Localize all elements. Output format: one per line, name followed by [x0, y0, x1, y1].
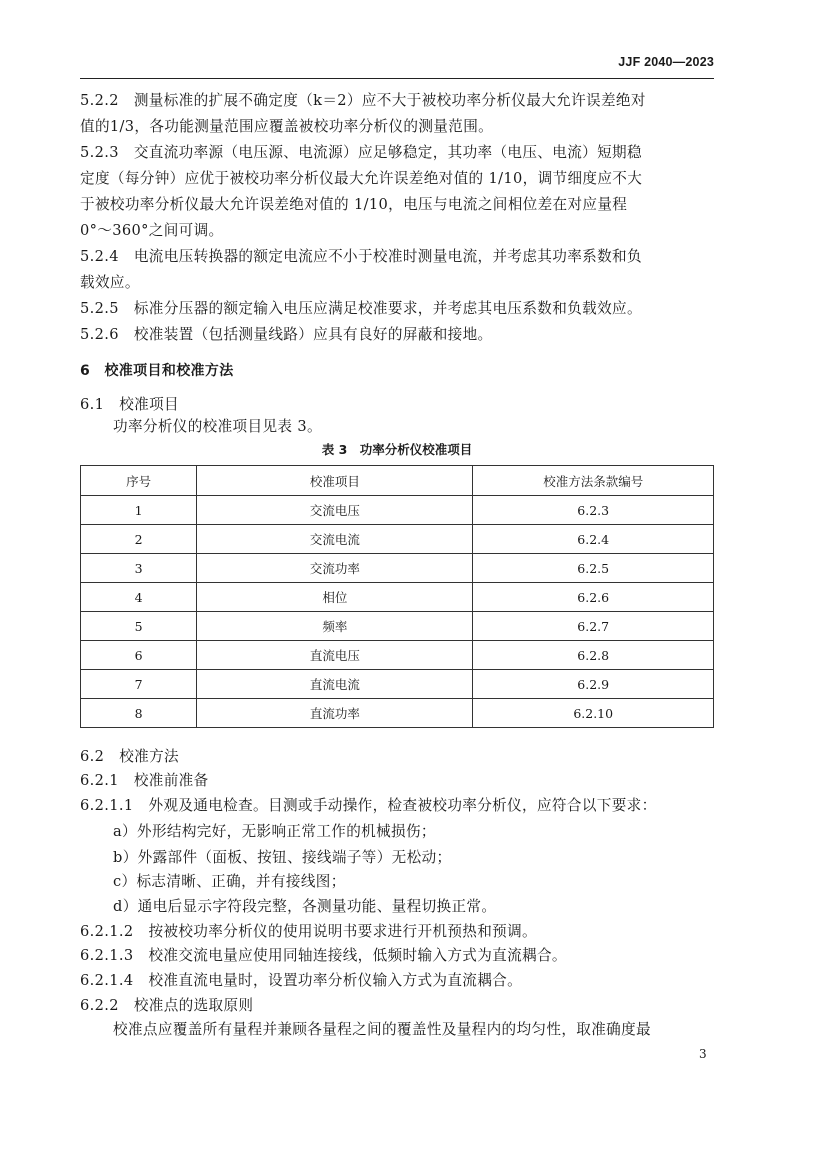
- cell-clause: 6.2.4: [473, 525, 714, 554]
- cell-seq: 2: [81, 525, 197, 554]
- cell-seq: 7: [81, 670, 197, 699]
- clause-5-2-3-line4: 0°～360°之间可调。: [80, 222, 224, 239]
- table-row: [81, 554, 714, 583]
- header-clause: 校准方法条款编号: [473, 466, 714, 496]
- list-item-a: a）外形结构完好，无影响正常工作的机械损伤；: [113, 823, 436, 840]
- table-row: [81, 670, 714, 699]
- clause-6-2-1-3: 6.2.1.3 校准交流电量应使用同轴连接线，低频时输入方式为直流耦合。: [80, 947, 567, 964]
- header-item: 校准项目: [197, 466, 473, 496]
- cell-seq: 8: [81, 699, 197, 728]
- table-row: [81, 525, 714, 554]
- cell-item: 频率: [197, 612, 473, 641]
- section-6-heading: 6 校准项目和校准方法: [80, 363, 234, 379]
- clause-6-2-1-2: 6.2.1.2 按被校功率分析仪的使用说明书要求进行开机预热和预调。: [80, 923, 537, 940]
- calibration-items-table: [80, 465, 714, 728]
- cell-clause: 6.2.7: [473, 612, 714, 641]
- section-6-2-2-text: 校准点应覆盖所有量程并兼顾各量程之间的覆盖性及量程内的均匀性，取准确度最: [113, 1021, 651, 1038]
- cell-clause: 6.2.9: [473, 670, 714, 699]
- table-row: [81, 612, 714, 641]
- table-row: [81, 641, 714, 670]
- table-header-row: [81, 466, 714, 496]
- clause-5-2-3-line1: 5.2.3 交直流功率源（电压源、电流源）应足够稳定，其功率（电压、电流）短期稳: [80, 144, 642, 161]
- table-row: [81, 699, 714, 728]
- section-6-2-1-heading: 6.2.1 校准前准备: [80, 772, 209, 789]
- clause-5-2-3-line3: 于被校功率分析仪最大允许误差绝对值的 1/10，电压与电流之间相位差在对应量程: [80, 196, 628, 213]
- cell-item: 交流功率: [197, 554, 473, 583]
- table-row: [81, 496, 714, 525]
- cell-item: 交流电流: [197, 525, 473, 554]
- cell-seq: 1: [81, 496, 197, 525]
- cell-seq: 5: [81, 612, 197, 641]
- cell-clause: 6.2.5: [473, 554, 714, 583]
- clause-5-2-6: 5.2.6 校准装置（包括测量线路）应具有良好的屏蔽和接地。: [80, 326, 493, 343]
- list-item-b: b）外露部件（面板、按钮、接线端子等）无松动；: [113, 849, 452, 866]
- standard-code: JJF 2040—2023: [618, 55, 714, 69]
- clause-5-2-3-line2: 定度（每分钟）应优于被校功率分析仪最大允许误差绝对值的 1/10，调节细度应不大: [80, 170, 643, 187]
- section-6-2-2-heading: 6.2.2 校准点的选取原则: [80, 997, 254, 1014]
- clause-5-2-4-line2: 载效应。: [80, 274, 140, 291]
- clause-5-2-5: 5.2.5 标准分压器的额定输入电压应满足校准要求，并考虑其电压系数和负载效应。: [80, 300, 642, 317]
- section-6-1-text: 功率分析仪的校准项目见表 3。: [113, 418, 322, 435]
- page-number: 3: [699, 1047, 707, 1061]
- table-caption: 表 3 功率分析仪校准项目: [321, 442, 473, 457]
- cell-item: 直流电流: [197, 670, 473, 699]
- list-item-d: d）通电后显示字符段完整，各测量功能、量程切换正常。: [113, 898, 497, 915]
- cell-item: 直流功率: [197, 699, 473, 728]
- cell-seq: 3: [81, 554, 197, 583]
- section-6-2-heading: 6.2 校准方法: [80, 748, 179, 765]
- cell-clause: 6.2.10: [473, 699, 714, 728]
- cell-clause: 6.2.3: [473, 496, 714, 525]
- cell-seq: 6: [81, 641, 197, 670]
- cell-clause: 6.2.8: [473, 641, 714, 670]
- cell-clause: 6.2.6: [473, 583, 714, 612]
- header-rule: [80, 78, 714, 79]
- clause-6-2-1-1: 6.2.1.1 外观及通电检查。目测或手动操作，检查被校功率分析仪，应符合以下要求：: [80, 797, 657, 814]
- table-row: [81, 583, 714, 612]
- clause-6-2-1-4: 6.2.1.4 校准直流电量时，设置功率分析仪输入方式为直流耦合。: [80, 972, 523, 989]
- clause-5-2-2-line2: 值的1/3，各功能测量范围应覆盖被校功率分析仪的测量范围。: [80, 118, 494, 135]
- header-seq: 序号: [81, 466, 197, 496]
- clause-5-2-2-line1: 5.2.2 测量标准的扩展不确定度（k＝2）应不大于被校功率分析仪最大允许误差绝对: [80, 92, 646, 109]
- cell-item: 相位: [197, 583, 473, 612]
- section-6-1-heading: 6.1 校准项目: [80, 396, 179, 413]
- cell-item: 交流电压: [197, 496, 473, 525]
- cell-seq: 4: [81, 583, 197, 612]
- clause-5-2-4-line1: 5.2.4 电流电压转换器的额定电流应不小于校准时测量电流，并考虑其功率系数和负: [80, 248, 642, 265]
- list-item-c: c）标志清晰、正确，并有接线图；: [113, 873, 346, 890]
- cell-item: 直流电压: [197, 641, 473, 670]
